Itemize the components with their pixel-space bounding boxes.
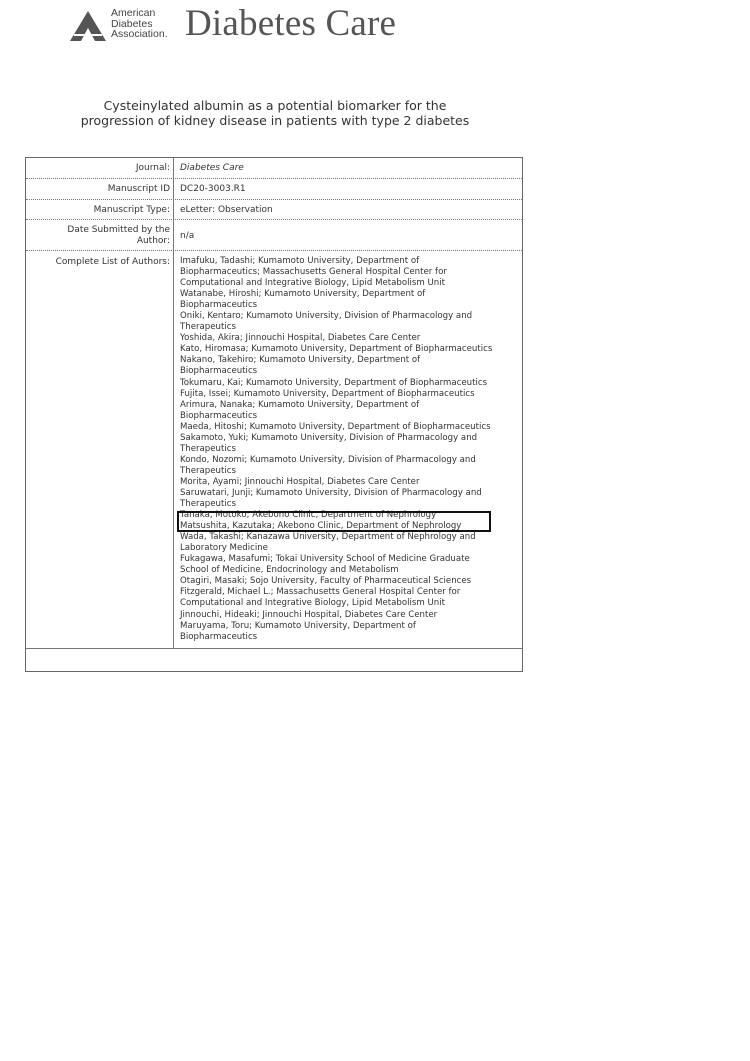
association-line-1: American — [111, 7, 156, 19]
author-line: Laboratory Medicine — [180, 543, 268, 554]
author-line: Oniki, Kentaro; Kumamoto University, Division of Pharmacology and — [180, 311, 473, 322]
author-line: Biopharmaceutics — [180, 410, 258, 421]
author-line: Fujita, Issei; Kumamoto University, Department of Biopharmaceutics — [180, 388, 475, 399]
journal-label: Journal: — [26, 158, 174, 178]
authors-row — [26, 251, 522, 648]
date-submitted-row — [26, 220, 522, 251]
publication-name: Diabetes Care — [185, 3, 397, 44]
authors-list — [180, 256, 518, 643]
journal-logo — [68, 3, 448, 46]
author-line: Morita, Ayami; Jinnouchi Hospital, Diabetes Care Center — [180, 476, 420, 487]
author-line: Nakano, Takehiro; Kumamoto University, Department of — [180, 355, 421, 366]
association-line-2: Diabetes — [111, 17, 153, 30]
author-line: Imafuku, Tadashi; Kumamoto University, Department of — [180, 256, 420, 266]
ada-triangle-logo-icon — [68, 10, 108, 42]
author-line: Jinnouchi, Hideaki; Jinnouchi Hospital, Diabetes Care Center — [180, 609, 438, 620]
author-line: Otagiri, Masaki; Sojo University, Faculty of Pharmaceutical Sciences — [180, 576, 472, 587]
author-line: Therapeutics — [180, 443, 236, 454]
author-line: Yoshida, Akira; Jinnouchi Hospital, Diabetes Care Center — [180, 333, 421, 344]
association-name — [111, 8, 191, 40]
author-line: Kondo, Nozomi; Kumamoto University, Division of Pharmacology and — [180, 454, 476, 465]
author-line: School of Medicine, Endocrinology and Metabolism — [180, 565, 399, 576]
author-line: Biopharmaceutics — [180, 300, 258, 311]
author-line: Arimura, Nanaka; Kumamoto University, Department of — [180, 399, 420, 410]
date-submitted-value: n/a — [180, 231, 195, 241]
author-line: Therapeutics — [180, 499, 236, 510]
document-title: Cysteinylated albumin as a potential biomarker for the progression of kidney disease in patients with type 2 diabetes — [80, 98, 470, 128]
author-line: Tanaka, Motoko; Akebono Clinic, Department of Nephrology — [180, 510, 437, 521]
manuscript-id-value: DC20-3003.R1 — [180, 184, 246, 194]
author-line: Maeda, Hitoshi; Kumamoto University, Department of Biopharmaceutics — [180, 421, 491, 432]
date-submitted-label: Date Submitted by the Author: — [26, 220, 174, 250]
author-line: Sakamoto, Yuki; Kumamoto University, Division of Pharmacology and — [180, 432, 478, 443]
author-line: Tokumaru, Kai; Kumamoto University, Department of Biopharmaceutics — [180, 377, 488, 388]
author-line: Therapeutics — [180, 322, 236, 333]
author-line: Fitzgerald, Michael L.; Massachusetts General Hospital Center for — [180, 587, 461, 598]
author-line: Wada, Takashi; Kanazawa University, Department of Nephrology and — [180, 532, 476, 543]
author-line: Saruwatari, Junji; Kumamoto University, Division of Pharmacology and — [180, 487, 482, 498]
manuscript-id-label: Manuscript ID — [26, 179, 174, 199]
manuscript-type-label: Manuscript Type: — [26, 200, 174, 219]
author-line: Computational and Integrative Biology, Lipid Metabolism Unit — [180, 598, 445, 609]
authors-label: Complete List of Authors: — [26, 251, 174, 648]
manuscript-id-row — [26, 179, 522, 200]
manuscript-type-row — [26, 200, 522, 220]
author-line: Computational and Integrative Biology, Lipid Metabolism Unit — [180, 278, 445, 289]
author-line: Biopharmaceutics; Massachusetts General Hospital Center for — [180, 267, 447, 278]
author-line: Kato, Hiromasa; Kumamoto University, Department of Biopharmaceutics — [180, 344, 493, 355]
author-line: Biopharmaceutics — [180, 631, 258, 642]
manuscript-type-value: eLetter: Observation — [180, 205, 273, 215]
highlighted-authors-box — [177, 511, 491, 532]
author-line: Biopharmaceutics — [180, 366, 258, 377]
author-line: Matsushita, Kazutaka; Akebono Clinic, Department of Nephrology — [180, 521, 462, 532]
journal-row — [26, 158, 522, 179]
manuscript-details-table — [25, 157, 523, 672]
association-line-3: Association. — [111, 28, 168, 40]
journal-value: Diabetes Care — [180, 163, 244, 173]
author-line: Therapeutics — [180, 465, 236, 476]
author-line: Maruyama, Toru; Kumamoto University, Department of — [180, 620, 416, 631]
author-line: Watanabe, Hiroshi; Kumamoto University, Department of — [180, 289, 426, 300]
author-line: Fukagawa, Masafumi; Tokai University School of Medicine Graduate — [180, 554, 470, 565]
empty-footer-row — [26, 648, 522, 672]
